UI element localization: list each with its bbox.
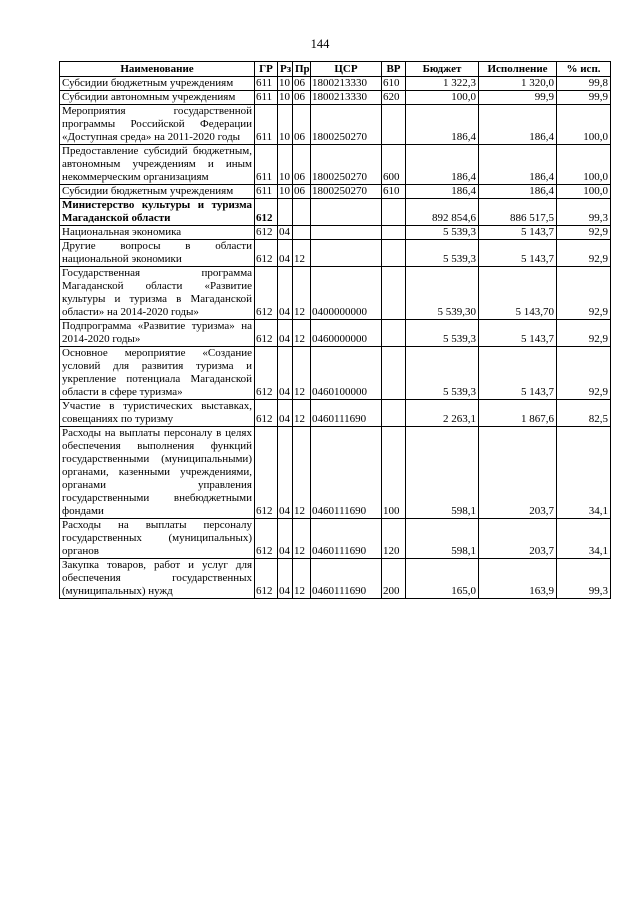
header-rz: Рз <box>278 62 293 77</box>
table-body <box>60 77 611 599</box>
cell-gr: 612 <box>255 267 278 320</box>
cell-budget: 1 322,3 <box>406 77 479 91</box>
cell-csr: 1800213330 <box>311 77 382 91</box>
header-gr: ГР <box>255 62 278 77</box>
cell-csr: 0460111690 <box>311 427 382 519</box>
cell-gr: 611 <box>255 105 278 145</box>
cell-name: Субсидии автономным учреждениям <box>60 91 255 105</box>
cell-vr <box>382 199 406 226</box>
table-row <box>60 240 611 267</box>
cell-rz: 10 <box>278 185 293 199</box>
cell-percent: 92,9 <box>557 240 611 267</box>
table-row <box>60 400 611 427</box>
cell-gr: 611 <box>255 185 278 199</box>
table-row <box>60 427 611 519</box>
cell-budget: 100,0 <box>406 91 479 105</box>
table-row <box>60 226 611 240</box>
cell-percent: 34,1 <box>557 519 611 559</box>
cell-rz: 04 <box>278 267 293 320</box>
cell-execution: 1 867,6 <box>479 400 557 427</box>
cell-execution: 886 517,5 <box>479 199 557 226</box>
table-header-row <box>60 62 611 77</box>
cell-csr: 0460111690 <box>311 559 382 599</box>
cell-name: Министерство культуры и туризма Магаданской области <box>60 199 255 226</box>
table-row <box>60 347 611 400</box>
table-row <box>60 91 611 105</box>
table-row <box>60 145 611 185</box>
cell-pr <box>293 226 311 240</box>
cell-budget: 5 539,3 <box>406 226 479 240</box>
cell-name: Подпрограмма «Развитие туризма» на 2014-2020 годы» <box>60 320 255 347</box>
cell-rz: 10 <box>278 91 293 105</box>
page-number: 144 <box>310 37 330 51</box>
cell-vr: 120 <box>382 519 406 559</box>
cell-vr: 620 <box>382 91 406 105</box>
table-row <box>60 267 611 320</box>
table-row <box>60 519 611 559</box>
cell-rz: 04 <box>278 347 293 400</box>
cell-rz: 04 <box>278 226 293 240</box>
cell-budget: 5 539,3 <box>406 320 479 347</box>
cell-name: Предоставление субсидий бюджетным, автономным учреждениям и иным некоммерческим организациям <box>60 145 255 185</box>
cell-percent: 100,0 <box>557 105 611 145</box>
cell-pr: 12 <box>293 519 311 559</box>
cell-name: Мероприятия государственной программы Российской Федерации «Доступная среда» на 2011-2020 годы <box>60 105 255 145</box>
cell-rz: 04 <box>278 400 293 427</box>
cell-budget: 186,4 <box>406 105 479 145</box>
cell-pr: 06 <box>293 91 311 105</box>
cell-percent: 82,5 <box>557 400 611 427</box>
cell-gr: 611 <box>255 91 278 105</box>
cell-csr: 0400000000 <box>311 267 382 320</box>
header-vr: ВР <box>382 62 406 77</box>
cell-vr: 610 <box>382 77 406 91</box>
cell-percent: 99,3 <box>557 199 611 226</box>
header-percent: % исп. <box>557 62 611 77</box>
cell-pr: 06 <box>293 105 311 145</box>
cell-csr: 0460111690 <box>311 519 382 559</box>
cell-rz: 10 <box>278 105 293 145</box>
cell-vr: 100 <box>382 427 406 519</box>
cell-gr: 612 <box>255 320 278 347</box>
cell-csr: 0460000000 <box>311 320 382 347</box>
cell-budget: 892 854,6 <box>406 199 479 226</box>
cell-gr: 612 <box>255 199 278 226</box>
cell-budget: 186,4 <box>406 185 479 199</box>
cell-percent: 92,9 <box>557 320 611 347</box>
cell-vr: 610 <box>382 185 406 199</box>
cell-percent: 34,1 <box>557 427 611 519</box>
cell-execution: 163,9 <box>479 559 557 599</box>
cell-rz: 10 <box>278 145 293 185</box>
cell-rz: 04 <box>278 519 293 559</box>
cell-name: Расходы на выплаты персоналу в целях обеспечения выполнения функций государственными (муниципальными) органами, казенными учреждениями, органами управления государственными внебюджетными фондами <box>60 427 255 519</box>
table-row <box>60 559 611 599</box>
cell-gr: 612 <box>255 519 278 559</box>
budget-table <box>59 61 611 599</box>
cell-vr <box>382 347 406 400</box>
cell-execution: 5 143,7 <box>479 347 557 400</box>
cell-execution: 1 320,0 <box>479 77 557 91</box>
table-row <box>60 105 611 145</box>
cell-vr <box>382 400 406 427</box>
cell-budget: 598,1 <box>406 427 479 519</box>
cell-execution: 5 143,7 <box>479 240 557 267</box>
cell-gr: 612 <box>255 559 278 599</box>
cell-execution: 203,7 <box>479 427 557 519</box>
cell-percent: 99,8 <box>557 77 611 91</box>
cell-csr: 1800250270 <box>311 105 382 145</box>
cell-budget: 186,4 <box>406 145 479 185</box>
cell-budget: 5 539,3 <box>406 347 479 400</box>
cell-budget: 5 539,3 <box>406 240 479 267</box>
cell-rz: 10 <box>278 77 293 91</box>
cell-csr <box>311 226 382 240</box>
cell-budget: 165,0 <box>406 559 479 599</box>
cell-rz: 04 <box>278 240 293 267</box>
cell-pr: 12 <box>293 347 311 400</box>
cell-gr: 612 <box>255 400 278 427</box>
cell-vr: 200 <box>382 559 406 599</box>
cell-percent: 99,9 <box>557 91 611 105</box>
cell-pr: 12 <box>293 427 311 519</box>
cell-name: Другие вопросы в области национальной экономики <box>60 240 255 267</box>
cell-rz: 04 <box>278 559 293 599</box>
cell-pr: 12 <box>293 320 311 347</box>
cell-gr: 612 <box>255 427 278 519</box>
cell-csr <box>311 240 382 267</box>
cell-gr: 611 <box>255 145 278 185</box>
cell-name: Государственная программа Магаданской области «Развитие культуры и туризма в Магаданской области» на 2014-2020 годы» <box>60 267 255 320</box>
table-row <box>60 77 611 91</box>
cell-vr <box>382 105 406 145</box>
cell-pr: 12 <box>293 267 311 320</box>
cell-name: Закупка товаров, работ и услуг для обеспечения государственных (муниципальных) нужд <box>60 559 255 599</box>
cell-budget: 2 263,1 <box>406 400 479 427</box>
cell-name: Основное мероприятие «Создание условий для развития туризма и укрепление потенциала Магаданской области в сфере туризма» <box>60 347 255 400</box>
cell-name: Расходы на выплаты персоналу государственных (муниципальных) органов <box>60 519 255 559</box>
cell-execution: 5 143,7 <box>479 320 557 347</box>
cell-percent: 92,9 <box>557 226 611 240</box>
cell-pr: 06 <box>293 145 311 185</box>
cell-name: Субсидии бюджетным учреждениям <box>60 185 255 199</box>
cell-pr: 12 <box>293 400 311 427</box>
cell-gr: 612 <box>255 347 278 400</box>
cell-vr: 600 <box>382 145 406 185</box>
cell-execution: 5 143,70 <box>479 267 557 320</box>
cell-name: Участие в туристических выставках, совещаниях по туризму <box>60 400 255 427</box>
cell-csr: 0460100000 <box>311 347 382 400</box>
cell-vr <box>382 267 406 320</box>
cell-gr: 611 <box>255 77 278 91</box>
cell-pr: 06 <box>293 185 311 199</box>
cell-execution: 5 143,7 <box>479 226 557 240</box>
header-execution: Исполнение <box>479 62 557 77</box>
cell-budget: 598,1 <box>406 519 479 559</box>
cell-pr: 12 <box>293 559 311 599</box>
cell-execution: 186,4 <box>479 105 557 145</box>
cell-pr: 06 <box>293 77 311 91</box>
cell-gr: 612 <box>255 226 278 240</box>
cell-pr: 12 <box>293 240 311 267</box>
cell-percent: 99,3 <box>557 559 611 599</box>
cell-budget: 5 539,30 <box>406 267 479 320</box>
cell-csr: 1800213330 <box>311 91 382 105</box>
header-pr: Пр <box>293 62 311 77</box>
header-name: Наименование <box>60 62 255 77</box>
cell-pr <box>293 199 311 226</box>
table-row <box>60 185 611 199</box>
cell-csr: 1800250270 <box>311 145 382 185</box>
table-row <box>60 199 611 226</box>
cell-percent: 92,9 <box>557 267 611 320</box>
cell-csr: 0460111690 <box>311 400 382 427</box>
cell-percent: 100,0 <box>557 185 611 199</box>
cell-execution: 186,4 <box>479 185 557 199</box>
cell-rz: 04 <box>278 427 293 519</box>
cell-percent: 92,9 <box>557 347 611 400</box>
cell-csr <box>311 199 382 226</box>
cell-vr <box>382 320 406 347</box>
cell-vr <box>382 226 406 240</box>
cell-execution: 99,9 <box>479 91 557 105</box>
header-budget: Бюджет <box>406 62 479 77</box>
cell-name: Субсидии бюджетным учреждениям <box>60 77 255 91</box>
cell-percent: 100,0 <box>557 145 611 185</box>
cell-execution: 186,4 <box>479 145 557 185</box>
table-row <box>60 320 611 347</box>
header-csr: ЦСР <box>311 62 382 77</box>
cell-rz <box>278 199 293 226</box>
cell-name: Национальная экономика <box>60 226 255 240</box>
cell-csr: 1800250270 <box>311 185 382 199</box>
cell-vr <box>382 240 406 267</box>
cell-execution: 203,7 <box>479 519 557 559</box>
cell-rz: 04 <box>278 320 293 347</box>
cell-gr: 612 <box>255 240 278 267</box>
